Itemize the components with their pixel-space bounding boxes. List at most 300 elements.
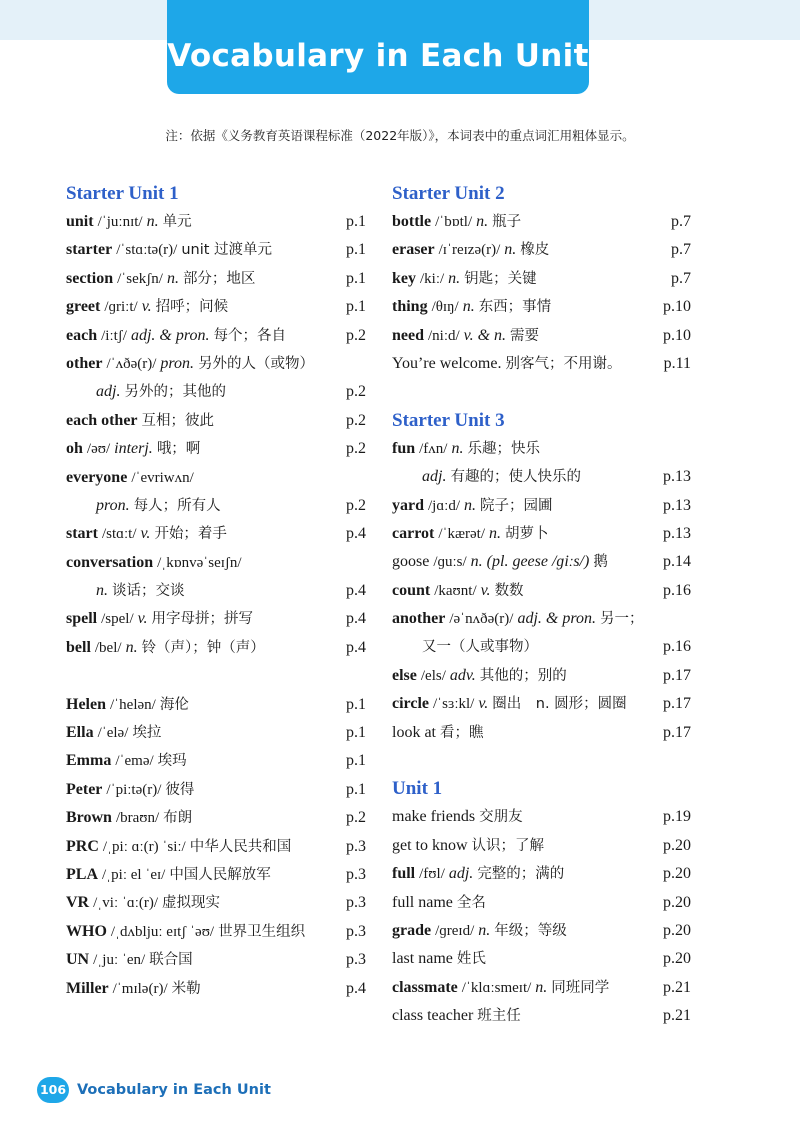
phonetic: /θɪŋ/	[431, 299, 459, 316]
entry-text	[66, 435, 324, 463]
entry-text	[66, 549, 324, 577]
vocab-entry	[392, 293, 691, 321]
chinese-meaning: 数数	[494, 582, 524, 599]
entry-text	[66, 889, 324, 917]
entry-text	[66, 464, 324, 492]
vocab-entry	[66, 889, 366, 917]
vocab-entry	[392, 548, 691, 576]
chinese-meaning: 年级；等级	[494, 922, 567, 939]
phonetic: /ˈstɑːtə(r)/	[116, 242, 178, 259]
entry-text	[66, 322, 324, 350]
vocab-entry	[66, 946, 366, 974]
entry-text	[392, 917, 649, 945]
vocab-entry	[66, 776, 366, 804]
vocab-entry	[392, 520, 691, 548]
part-of-speech: adv.	[449, 666, 476, 684]
part-of-speech: n.	[478, 921, 491, 939]
chinese-meaning: 哦；啊	[156, 441, 201, 458]
headword: PLA	[66, 865, 98, 883]
vocab-entry	[392, 463, 691, 491]
phonetic: /fʌn/	[419, 440, 448, 457]
vocab-entry	[66, 747, 366, 775]
vocab-entry	[66, 350, 366, 378]
part-of-speech: v.	[480, 581, 491, 599]
page-ref: p.1	[346, 269, 366, 287]
page-ref	[649, 435, 691, 463]
entry-text	[66, 605, 324, 633]
chinese-meaning: unit 过渡单元	[181, 242, 273, 259]
chinese-meaning: 每个；各自	[213, 327, 286, 344]
entry-text	[392, 435, 649, 463]
entry-text	[66, 208, 324, 236]
chinese-meaning: 院子；园圃	[480, 497, 553, 514]
entry-text	[392, 633, 649, 661]
chinese-meaning: 交朋友	[479, 809, 523, 826]
headword: need	[392, 326, 424, 344]
vocab-entry	[66, 378, 366, 406]
headword: full	[392, 865, 416, 883]
headword: starter	[66, 241, 113, 259]
phrase: full name	[392, 893, 453, 911]
section-title-starter-unit-1: Starter Unit 1	[66, 183, 179, 204]
page-number-badge: 106	[37, 1077, 69, 1103]
chinese-meaning: 又一（人或事物）	[422, 639, 538, 656]
chinese-meaning: 圈出 n. 圆形；圆圈	[492, 696, 627, 713]
headword: yard	[392, 496, 424, 514]
chinese-meaning: 另一；	[600, 611, 644, 628]
chinese-meaning: 埃玛	[157, 753, 187, 770]
vocab-list	[66, 208, 366, 662]
chinese-meaning: 谈话；交谈	[112, 583, 185, 600]
vocab-entry	[66, 804, 366, 832]
phrase: make friends	[392, 808, 476, 826]
phonetic: /ɪˈreɪzə(r)/	[438, 242, 501, 259]
headword: another	[392, 610, 446, 628]
entry-text	[392, 605, 649, 633]
phonetic: /əʊ/	[86, 441, 111, 458]
part-of-speech: v.	[478, 695, 489, 713]
vocab-entry	[66, 577, 366, 605]
phonetic: /ɡriːt/	[104, 299, 138, 316]
part-of-speech: n.	[535, 978, 548, 996]
page-ref	[324, 350, 366, 378]
page-ref: p.4	[346, 610, 366, 628]
phonetic: /ˌdʌbljuː eɪtʃ ˈəʊ/	[110, 923, 215, 940]
part-of-speech: adj.	[96, 383, 121, 401]
headword: VR	[66, 894, 90, 912]
names-list	[66, 691, 366, 1003]
entry-text	[392, 208, 649, 236]
entry-text	[392, 1002, 649, 1030]
vocab-entry	[392, 860, 691, 888]
chinese-meaning: 班主任	[477, 1008, 521, 1025]
entry-text	[66, 918, 324, 946]
page-ref: p.3	[346, 922, 366, 940]
chinese-meaning: 米勒	[171, 980, 201, 997]
part-of-speech: adj. & pron.	[517, 610, 596, 628]
phrase: get to know	[392, 836, 468, 854]
headword: classmate	[392, 978, 458, 996]
headword: each	[66, 326, 98, 344]
entry-text	[66, 634, 324, 662]
phonetic: /kiː/	[420, 270, 445, 287]
chinese-meaning: 中国人民解放军	[169, 866, 271, 883]
entry-text	[392, 719, 649, 747]
headword: Helen	[66, 695, 106, 713]
headword: start	[66, 525, 98, 543]
entry-text	[66, 350, 324, 378]
chinese-meaning: 互相；彼此	[141, 412, 215, 429]
phonetic: /əˈnʌðə(r)/	[449, 611, 514, 628]
page-ref: p.13	[663, 524, 691, 542]
headword: else	[392, 666, 417, 684]
note-text: 注：依据《义务教育英语课程标准（2022年版）》，本词表中的重点词汇用粗体显示。	[165, 128, 635, 143]
page-ref: p.17	[663, 723, 691, 741]
phonetic: /niːd/	[428, 327, 460, 344]
phonetic: /ˌjuː ˈen/	[93, 952, 146, 969]
entry-text	[66, 946, 324, 974]
chinese-meaning: 每人；所有人	[133, 497, 221, 514]
entry-text	[66, 833, 324, 861]
entry-text	[66, 492, 324, 520]
footer-title: Vocabulary in Each Unit	[77, 1082, 271, 1098]
chinese-meaning: 橡皮	[520, 242, 550, 259]
vocab-entry	[392, 322, 691, 350]
vocab-entry	[392, 690, 691, 718]
vocab-entry	[66, 208, 366, 236]
entry-text	[66, 378, 324, 406]
chinese-meaning: 单元	[162, 214, 192, 230]
part-of-speech: n.	[125, 638, 138, 656]
headword: Brown	[66, 809, 112, 827]
part-of-speech: n.	[166, 269, 179, 287]
vocab-entry	[66, 407, 366, 435]
page-ref: p.1	[346, 213, 366, 230]
chinese-meaning: 埃拉	[132, 725, 162, 742]
page-ref: p.21	[663, 1007, 691, 1025]
chinese-meaning: 中华人民共和国	[189, 838, 292, 855]
chinese-meaning: 钥匙；关键	[464, 270, 537, 287]
spacer	[392, 378, 691, 406]
vocab-entry	[392, 633, 691, 661]
entry-text	[66, 265, 324, 293]
page-ref: p.1	[346, 695, 366, 713]
vocab-entry	[66, 549, 366, 577]
page-ref	[324, 549, 366, 577]
entry-text	[392, 322, 649, 350]
part-of-speech: adj. & pron.	[130, 326, 210, 344]
page-ref: p.2	[346, 809, 366, 827]
entry-text	[392, 350, 649, 378]
phrase: last name	[392, 950, 453, 968]
vocab-entry	[392, 435, 691, 463]
chinese-meaning: 全名	[456, 894, 486, 911]
part-of-speech: adj.	[448, 865, 474, 883]
part-of-speech: n.	[464, 496, 477, 514]
part-of-speech: v.	[140, 525, 151, 543]
vocab-entry	[66, 464, 366, 492]
phonetic: /ˈkærət/	[438, 525, 485, 542]
headword: Miller	[66, 979, 109, 997]
vocab-entry	[392, 236, 691, 264]
chinese-meaning: 部分；地区	[182, 270, 256, 287]
phonetic: /ˌpiː ɑː(r) ˈsiː/	[102, 838, 186, 855]
chinese-meaning: 乐趣；快乐	[467, 440, 540, 457]
page-ref: p.1	[346, 752, 366, 770]
page-ref	[649, 605, 691, 633]
entry-text	[392, 548, 649, 576]
vocab-entry	[66, 691, 366, 719]
headword: spell	[66, 610, 98, 628]
phonetic: /jɑːd/	[428, 497, 461, 514]
vocab-entry	[392, 605, 691, 633]
page-ref	[324, 464, 366, 492]
page-ref: p.11	[663, 354, 691, 372]
headword: circle	[392, 695, 430, 713]
phonetic: /ɡreɪd/	[435, 922, 475, 939]
entry-text	[392, 690, 649, 718]
page-ref: p.3	[346, 951, 366, 969]
phonetic: /ˈevriwʌn/	[131, 469, 194, 486]
phonetic: /ˈsekʃn/	[117, 270, 163, 287]
headword: grade	[392, 921, 432, 939]
entry-text	[66, 975, 324, 1003]
page-ref: p.13	[663, 468, 691, 486]
phonetic: /ɡuːs/	[433, 554, 467, 571]
phonetic: /ˈklɑːsmeɪt/	[461, 979, 532, 996]
entry-text	[392, 860, 649, 888]
phonetic: /iːtʃ/	[101, 327, 127, 344]
page-ref: p.16	[663, 638, 691, 656]
phonetic: /ˈmɪlə(r)/	[112, 980, 168, 997]
headword: bottle	[392, 213, 432, 230]
chinese-meaning: 招呼；问候	[155, 299, 229, 316]
page-ref: p.20	[663, 950, 691, 968]
entry-text	[66, 577, 324, 605]
chinese-meaning: 有趣的；使人快乐的	[450, 469, 581, 486]
headword: PRC	[66, 837, 99, 855]
chinese-meaning: 另外的人（或物）	[198, 355, 315, 372]
chinese-meaning: 姓氏	[456, 951, 486, 968]
page-ref: p.1	[346, 298, 366, 316]
vocab-entry	[66, 322, 366, 350]
headword: section	[66, 269, 114, 287]
part-of-speech: interj.	[114, 440, 153, 458]
section-title-starter-unit-3: Starter Unit 3	[392, 409, 505, 431]
chinese-meaning: 完整的；满的	[477, 866, 565, 883]
page-ref: p.20	[663, 865, 691, 883]
entry-text	[66, 719, 324, 747]
part-of-speech: v.	[141, 298, 152, 316]
page-ref: p.14	[663, 553, 691, 571]
chinese-meaning: 其他的；别的	[479, 667, 567, 684]
page-ref: p.1	[346, 241, 366, 259]
phonetic: /ˈbɒtl/	[435, 214, 473, 230]
page-ref: p.2	[346, 440, 366, 458]
page-ref: p.4	[346, 525, 366, 543]
page-ref: p.16	[663, 581, 691, 599]
headword: Emma	[66, 752, 112, 770]
phonetic: /stɑːt/	[101, 526, 137, 543]
phonetic: /ˈsɜːkl/	[433, 696, 475, 713]
chinese-meaning: 联合国	[149, 952, 193, 969]
page-title-tab	[167, 0, 589, 94]
entry-text	[66, 293, 324, 321]
part-of-speech: v. & n.	[463, 326, 507, 344]
part-of-speech: n.	[489, 524, 501, 542]
vocab-entry	[392, 889, 691, 917]
phonetic: /fʊl/	[419, 866, 445, 883]
vocab-entry	[66, 435, 366, 463]
section-title-unit-1: Unit 1	[392, 778, 443, 800]
vocab-entry	[392, 265, 691, 293]
part-of-speech: pron.	[96, 496, 130, 514]
chinese-meaning: 开始；着手	[154, 526, 227, 543]
entry-text	[392, 520, 649, 548]
headword: eraser	[392, 241, 435, 259]
headword: bell	[66, 638, 91, 656]
phonetic: /els/	[420, 667, 446, 684]
page-ref: p.1	[346, 780, 366, 798]
vocab-entry	[392, 719, 691, 747]
part-of-speech: n.	[476, 213, 489, 230]
headword: key	[392, 269, 416, 287]
page-ref: p.4	[346, 638, 366, 656]
right-column	[392, 180, 691, 1031]
headword: each other	[66, 411, 138, 429]
page-ref: p.17	[663, 695, 691, 713]
phonetic: /ˈhelən/	[110, 696, 156, 713]
page-ref: p.20	[663, 893, 691, 911]
phrase: goose	[392, 553, 430, 571]
entry-text	[392, 265, 649, 293]
vocab-entry	[392, 492, 691, 520]
entry-text	[66, 691, 324, 719]
vocab-entry	[66, 605, 366, 633]
phonetic: /bel/	[94, 639, 122, 656]
page-ref: p.10	[663, 298, 691, 316]
entry-text	[66, 861, 324, 889]
chinese-meaning: 用字母拼；拼写	[151, 611, 254, 628]
vocab-entry	[66, 492, 366, 520]
headword: WHO	[66, 922, 107, 940]
headword: oh	[66, 440, 83, 458]
vocab-entry	[66, 265, 366, 293]
vocab-entry	[392, 1002, 691, 1030]
phonetic: /spel/	[101, 611, 134, 628]
chinese-meaning: 铃（声）；钟（声）	[141, 639, 265, 656]
headword: UN	[66, 951, 90, 969]
page-ref: p.19	[663, 808, 691, 826]
chinese-meaning: 同班同学	[551, 979, 610, 996]
part-of-speech: n.	[451, 439, 464, 457]
chinese-meaning: 虚拟现实	[162, 895, 221, 912]
page-ref: p.2	[346, 411, 366, 429]
vocab-entry	[392, 350, 691, 378]
vocab-entry	[392, 662, 691, 690]
phonetic: /ˈjuːnɪt/	[97, 214, 143, 230]
vocab-entry	[392, 208, 691, 236]
entry-text	[66, 407, 324, 435]
headword: everyone	[66, 468, 128, 486]
entry-text	[392, 236, 649, 264]
plural-form: (pl. geese /ɡiːs/)	[486, 553, 590, 571]
page-ref: p.21	[663, 978, 691, 996]
vocab-entry	[66, 719, 366, 747]
headword: conversation	[66, 553, 154, 571]
page-ref: p.3	[346, 894, 366, 912]
phrase: class teacher	[392, 1007, 474, 1025]
part-of-speech: n.	[504, 241, 517, 259]
headword: carrot	[392, 524, 435, 542]
entry-text	[66, 747, 324, 775]
page-ref: p.3	[346, 865, 366, 883]
vocab-entry	[66, 833, 366, 861]
headword: greet	[66, 298, 101, 316]
headword: Peter	[66, 780, 103, 798]
page-ref: p.17	[663, 666, 691, 684]
vocab-entry	[66, 236, 366, 264]
phonetic: /ˌviː ˈɑː(r)/	[93, 895, 159, 912]
entry-text	[66, 804, 324, 832]
phonetic: /ˈemə/	[115, 753, 154, 770]
page-ref: p.2	[346, 326, 366, 344]
page-ref: p.2	[346, 383, 366, 401]
left-column	[66, 180, 366, 1003]
page-title: Vocabulary in Each Unit	[167, 38, 589, 74]
entry-text	[392, 463, 649, 491]
chinese-meaning: 看；瞧	[440, 724, 484, 741]
page-ref: p.7	[671, 213, 691, 230]
headword: count	[392, 581, 431, 599]
entry-text	[392, 293, 649, 321]
chinese-meaning: 彼得	[165, 781, 195, 798]
part-of-speech: v.	[137, 610, 148, 628]
page-ref: p.10	[663, 326, 691, 344]
part-of-speech: pron.	[160, 354, 195, 372]
vocab-entry	[392, 974, 691, 1002]
entry-text	[66, 236, 324, 264]
phrase: look at	[392, 723, 436, 741]
phonetic: /ˈelə/	[97, 725, 129, 742]
phrase: You’re welcome.	[392, 354, 502, 372]
chinese-meaning: 瓶子	[492, 214, 522, 230]
page-ref: p.4	[346, 979, 366, 997]
section-title-starter-unit-2: Starter Unit 2	[392, 183, 505, 204]
entry-text	[392, 832, 649, 860]
part-of-speech: adj.	[422, 468, 447, 486]
entry-text	[392, 945, 649, 973]
chinese-meaning: 鹅	[593, 554, 608, 571]
chinese-meaning: 认识；了解	[471, 837, 545, 854]
page-ref: p.7	[671, 241, 691, 259]
headword: other	[66, 354, 103, 372]
entry-text	[392, 577, 649, 605]
entry-text	[66, 520, 324, 548]
chinese-meaning: 布朗	[163, 810, 193, 827]
part-of-speech: n.	[448, 269, 461, 287]
page-ref: p.4	[346, 582, 366, 600]
vocab-entry	[392, 832, 691, 860]
headword: Ella	[66, 724, 94, 742]
chinese-meaning: 海伦	[159, 696, 189, 713]
chinese-meaning: 胡萝卜	[505, 525, 549, 542]
page-ref: p.20	[663, 921, 691, 939]
entry-text	[392, 492, 649, 520]
vocab-entry	[66, 634, 366, 662]
vocab-list	[392, 208, 691, 378]
page-ref: p.20	[663, 836, 691, 854]
